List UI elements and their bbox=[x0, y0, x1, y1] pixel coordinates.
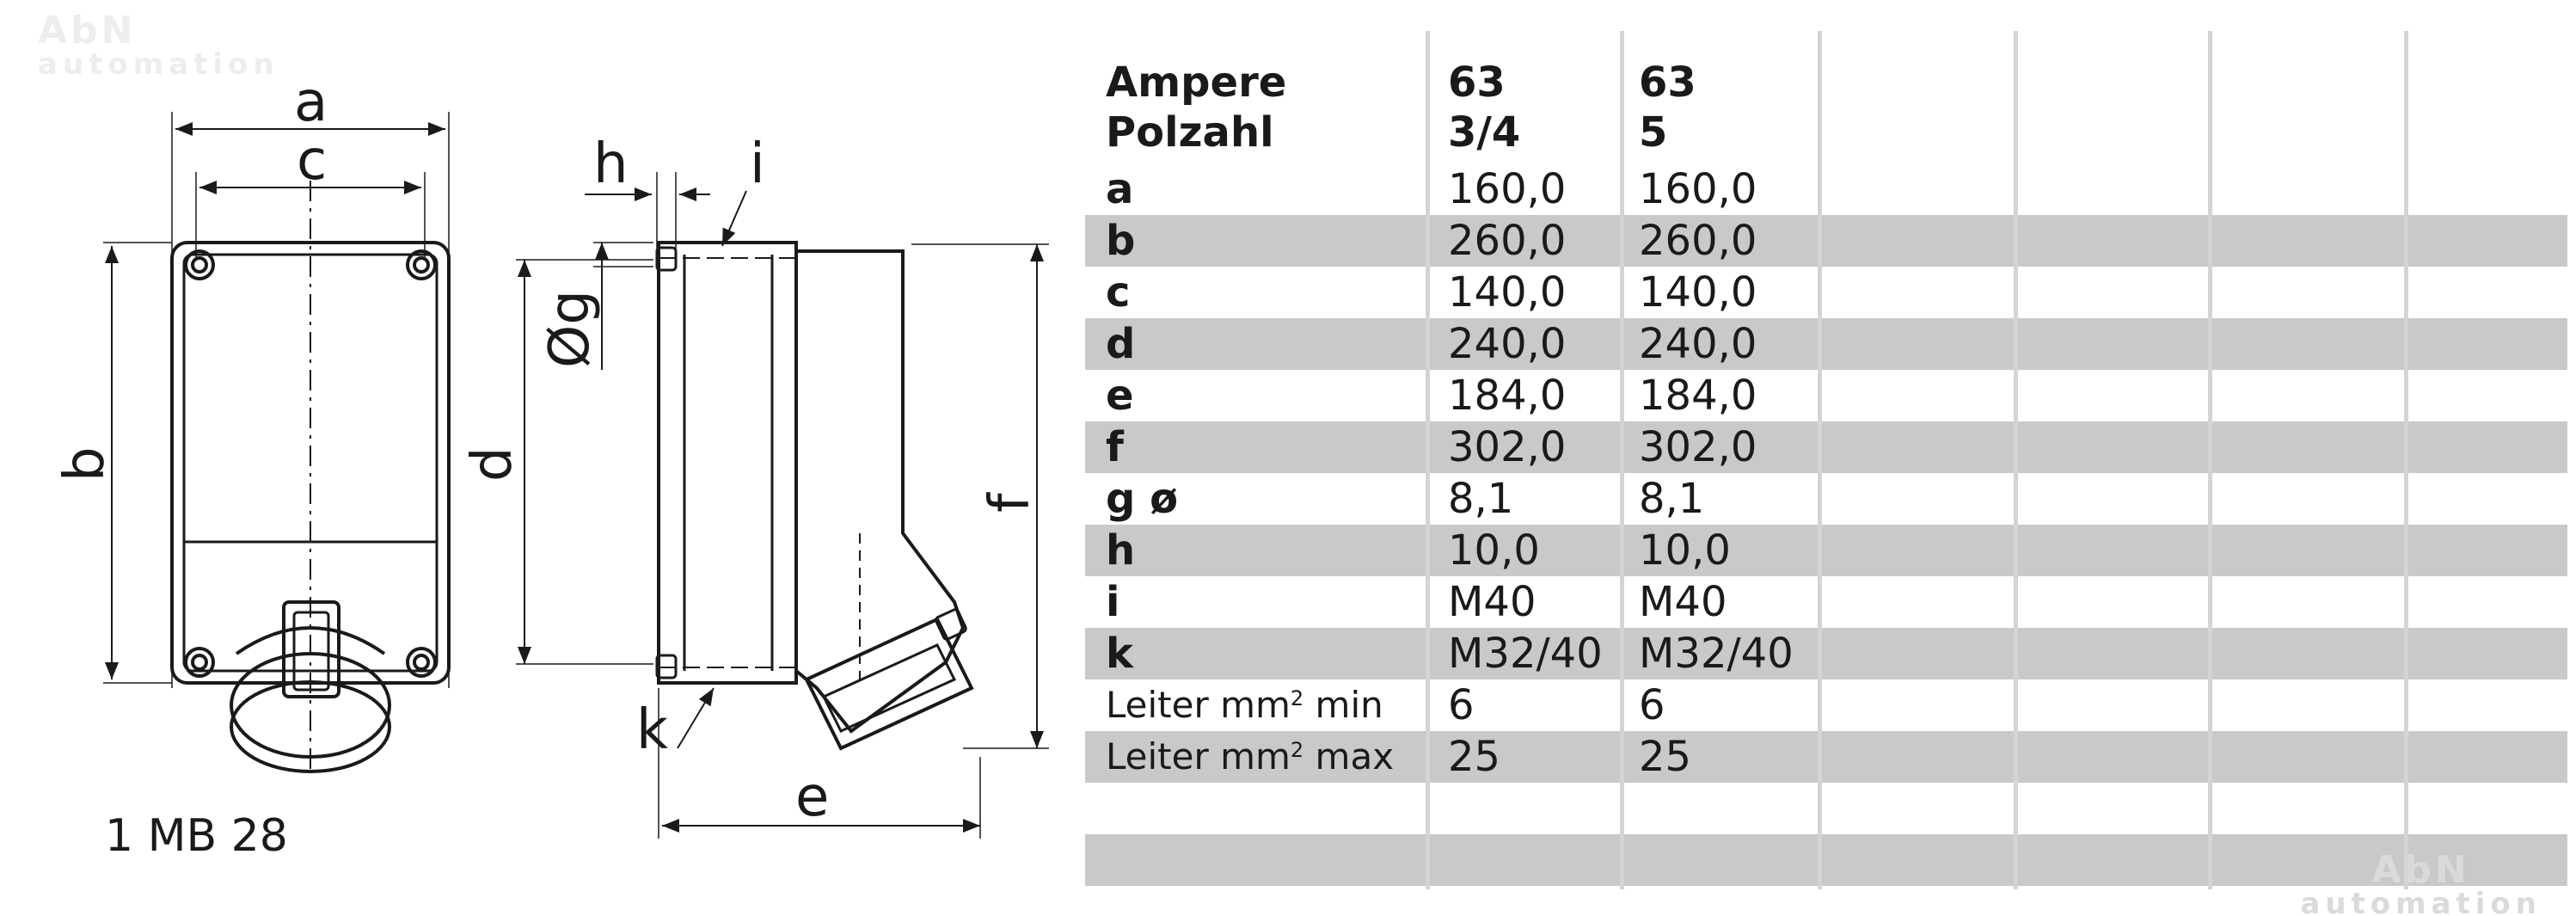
header-label-ampere: Ampere bbox=[1106, 58, 1287, 107]
dim-label-b: b bbox=[53, 446, 117, 482]
table-row-leiter-max: Leiter $mm^2$ max 25 25 bbox=[1085, 731, 2567, 783]
table-row-empty bbox=[1085, 783, 2567, 834]
dim-label-c: c bbox=[297, 129, 328, 193]
table-row: b 260,0 260,0 bbox=[1085, 215, 2567, 267]
table-row: k M32/40 M32/40 bbox=[1085, 628, 2567, 679]
header-polzahl-col1: 3/4 bbox=[1448, 108, 1521, 157]
column-divider bbox=[2014, 31, 2018, 889]
dim-label-d: d bbox=[461, 446, 524, 482]
dim-label-i: i bbox=[750, 132, 765, 196]
header-ampere-col2: 63 bbox=[1639, 58, 1696, 107]
table-row-leiter-min: Leiter $mm^2$ min 6 6 bbox=[1106, 681, 1665, 729]
table-row: e 184,0 184,0 bbox=[1106, 372, 1757, 420]
model-code: 1 MB 28 bbox=[105, 810, 288, 862]
dim-label-f: f bbox=[978, 493, 1042, 513]
dim-label-e: e bbox=[795, 765, 830, 829]
dim-label-h: h bbox=[593, 132, 629, 196]
front-view bbox=[103, 112, 449, 774]
technical-drawing bbox=[0, 0, 1075, 916]
watermark-bottom: AbN automation bbox=[2300, 848, 2542, 916]
header-polzahl-col2: 5 bbox=[1639, 108, 1668, 157]
column-divider bbox=[2208, 31, 2212, 889]
dim-label-a: a bbox=[294, 71, 328, 134]
dim-label-k: k bbox=[636, 698, 669, 762]
table-row: h 10,0 10,0 bbox=[1085, 525, 2567, 576]
table-row: d 240,0 240,0 bbox=[1085, 318, 2567, 370]
column-divider bbox=[1426, 31, 1430, 889]
watermark-top: AbN automation bbox=[38, 9, 279, 82]
table-row: f 302,0 302,0 bbox=[1085, 421, 2567, 473]
table-row: c 140,0 140,0 bbox=[1106, 268, 1757, 317]
header-label-polzahl: Polzahl bbox=[1106, 108, 1274, 157]
side-view bbox=[657, 243, 972, 748]
table-row: a 160,0 160,0 bbox=[1106, 165, 1757, 213]
header-ampere-col1: 63 bbox=[1448, 58, 1506, 107]
table-row: g ø 8,1 8,1 bbox=[1106, 475, 1705, 523]
column-divider bbox=[1818, 31, 1822, 889]
dim-label-g: Øg bbox=[538, 290, 602, 368]
column-divider bbox=[2404, 31, 2408, 889]
table-header bbox=[1085, 52, 2567, 158]
column-divider bbox=[1620, 31, 1624, 889]
table-row: i M40 M40 bbox=[1106, 578, 1727, 626]
